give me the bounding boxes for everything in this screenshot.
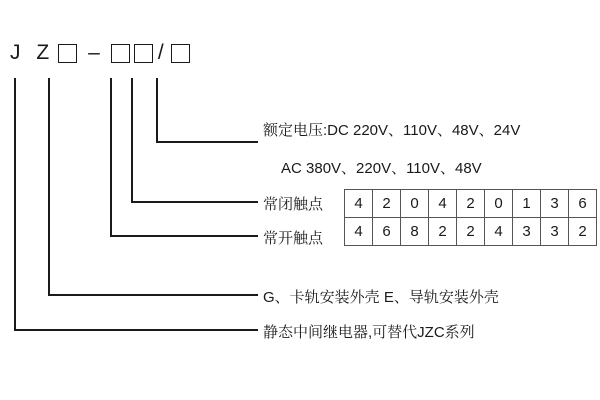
model-code-letters: J Z	[10, 41, 55, 64]
table-cell: 3	[541, 190, 569, 218]
label-series: 静态中间继电器,可替代JZC系列	[263, 324, 475, 341]
leader-line-shell-horizontal	[48, 294, 258, 296]
label-rated-voltage-line1: 额定电压:DC 220V、110V、48V、24V	[263, 122, 521, 139]
model-code	[10, 38, 190, 68]
contacts-table-body	[345, 190, 597, 246]
leader-line-series-vertical	[14, 78, 16, 330]
model-code-slash: /	[157, 41, 164, 64]
leader-line-no-vertical	[110, 78, 112, 236]
leader-line-no-horizontal	[110, 235, 258, 237]
table-cell: 4	[485, 218, 513, 246]
leader-line-series-horizontal	[14, 329, 258, 331]
table-cell: 3	[541, 218, 569, 246]
model-code-dash: –	[88, 41, 100, 64]
table-cell: 1	[513, 190, 541, 218]
table-cell: 2	[457, 218, 485, 246]
model-code-box-1	[58, 44, 77, 63]
table-cell: 4	[345, 190, 373, 218]
label-nc-contact: 常闭触点	[263, 196, 324, 213]
leader-line-voltage-vertical	[156, 78, 158, 142]
table-row	[345, 218, 597, 246]
contacts-table	[344, 189, 597, 246]
label-no-contact: 常开触点	[263, 230, 324, 247]
table-cell: 0	[485, 190, 513, 218]
table-cell: 2	[429, 218, 457, 246]
table-cell: 2	[457, 190, 485, 218]
table-row	[345, 190, 597, 218]
table-cell: 3	[513, 218, 541, 246]
leader-line-shell-vertical	[48, 78, 50, 295]
leader-line-nc-vertical	[131, 78, 133, 202]
label-shell: G、卡轨安装外壳 E、导轨安装外壳	[263, 289, 499, 306]
table-cell: 2	[569, 218, 597, 246]
table-cell: 4	[345, 218, 373, 246]
table-cell: 6	[373, 218, 401, 246]
table-cell: 4	[429, 190, 457, 218]
model-code-box-3	[134, 44, 153, 63]
leader-line-voltage-horizontal	[156, 141, 258, 143]
table-cell: 0	[401, 190, 429, 218]
label-rated-voltage-line2: AC 380V、220V、110V、48V	[281, 160, 482, 177]
model-code-box-4	[171, 44, 190, 63]
table-cell: 6	[569, 190, 597, 218]
table-cell: 2	[373, 190, 401, 218]
model-code-box-2	[111, 44, 130, 63]
table-cell: 8	[401, 218, 429, 246]
leader-line-nc-horizontal	[131, 201, 258, 203]
